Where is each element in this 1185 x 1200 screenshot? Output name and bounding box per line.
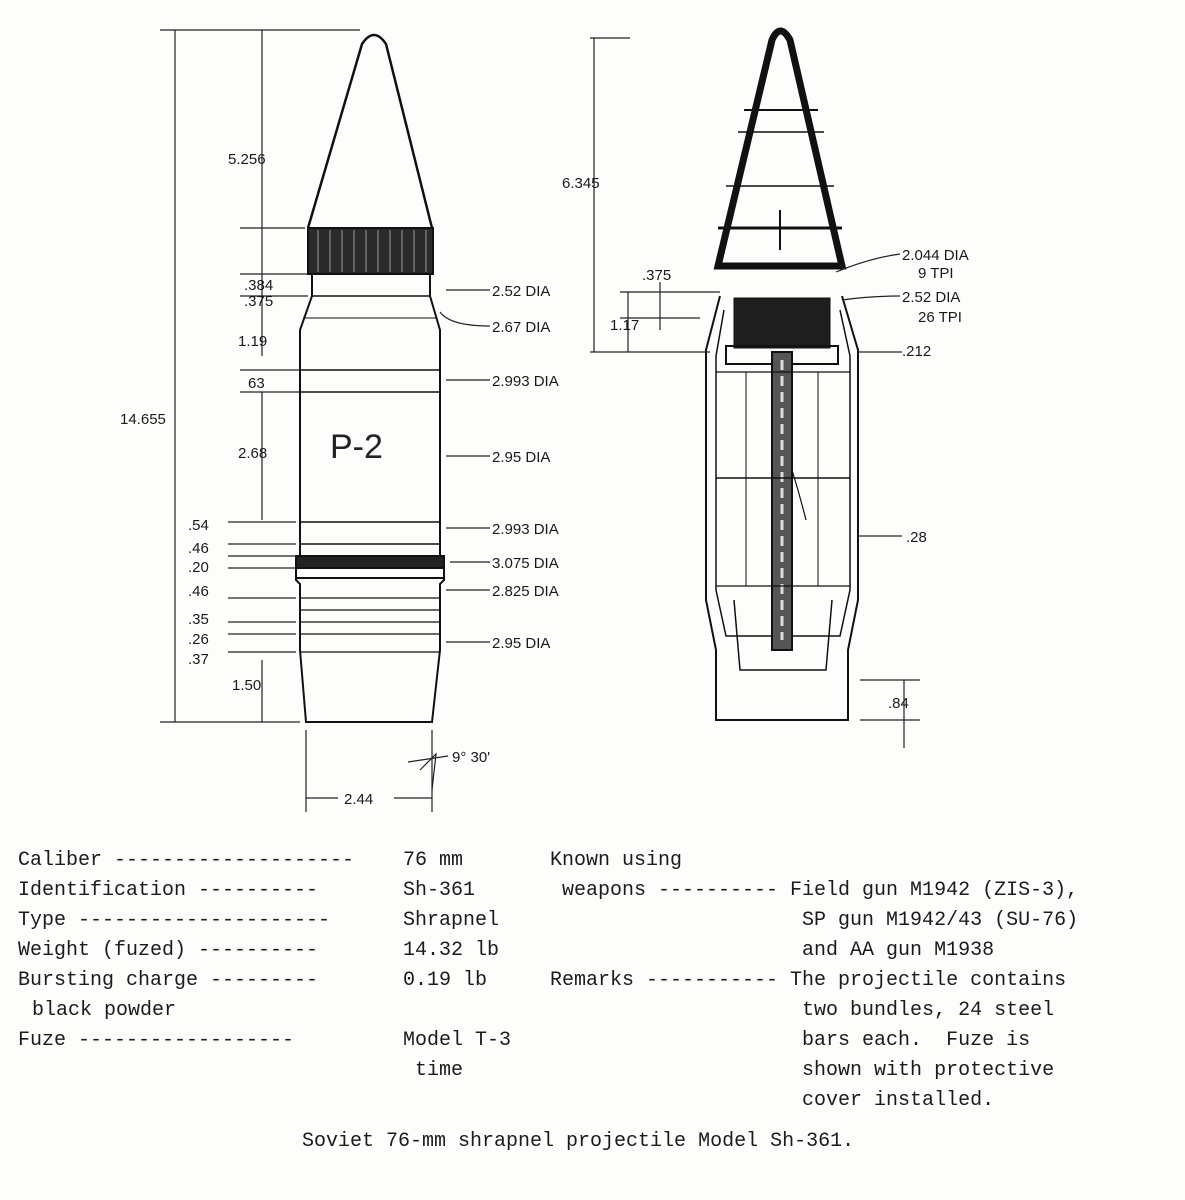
known-weapons-line-1: Known using — [550, 849, 683, 872]
fuze-thread-dia: 2.044 DIA — [902, 247, 969, 264]
remarks-line-4: shown with protective — [550, 1059, 1055, 1082]
spec-value-bursting-charge: 0.19 lb — [403, 969, 488, 992]
spec-value-caliber: 76 mm — [403, 849, 464, 872]
dia-label-2: 2.67 DIA — [492, 319, 551, 336]
spec-value-type: Shrapnel — [403, 909, 500, 932]
band-63-dim: 63 — [248, 375, 265, 392]
dia-label-4: 2.95 DIA — [492, 449, 551, 466]
ogive-length-dim: 5.256 — [228, 151, 266, 168]
dia-label-6: 3.075 DIA — [492, 555, 559, 572]
shoulder-dim: 1.19 — [238, 333, 268, 350]
known-weapons-line-4: and AA gun M1938 — [550, 939, 995, 962]
spec-value-fuze: Model T-3 — [403, 1029, 512, 1052]
spec-label-identification: Identification ---------- — [18, 879, 319, 902]
section-view — [706, 31, 858, 720]
spec-value-weight: 14.32 lb — [403, 939, 500, 962]
spec-label-black-powder: black powder — [32, 999, 177, 1022]
known-weapons-line-3: SP gun M1942/43 (SU-76) — [550, 909, 1079, 932]
dia-label-1: 2.52 DIA — [492, 283, 551, 300]
right-dimension-lines — [590, 38, 920, 748]
dim-375: .375 — [642, 267, 672, 284]
overall-length-dim: 14.655 — [120, 411, 166, 428]
fuze-band-b-dim: .375 — [244, 293, 274, 310]
body-thread-dia: 2.52 DIA — [902, 289, 961, 306]
dia-label-3: 2.993 DIA — [492, 373, 559, 390]
fuze-band-a-dim: .384 — [244, 277, 274, 294]
base-thickness-dim: .84 — [888, 695, 909, 712]
spec-label-fuze: Fuze ------------------ — [18, 1029, 295, 1052]
band-dim-7: .37 — [188, 651, 209, 668]
spec-value-fuze-time: time — [415, 1059, 464, 1082]
body-thread-tpi: 26 TPI — [918, 309, 962, 326]
spec-value-identification: Sh-361 — [403, 879, 476, 902]
remarks-line-5: cover installed. — [550, 1089, 995, 1112]
body-length-dim: 2.68 — [238, 445, 268, 462]
spec-label-type: Type --------------------- — [18, 909, 331, 932]
dim-117: 1.17 — [610, 317, 640, 334]
band-dim-2: .46 — [188, 540, 209, 557]
remarks-line-3: bars each. Fuze is — [550, 1029, 1031, 1052]
spec-label-caliber: Caliber -------------------- — [18, 849, 355, 872]
dia-label-8: 2.95 DIA — [492, 635, 551, 652]
fuze-thread-tpi: 9 TPI — [918, 265, 954, 282]
remarks-line-1: Remarks ----------- The projectile contains — [550, 969, 1067, 992]
diameter-labels — [492, 283, 559, 652]
spec-label-weight: Weight (fuzed) ---------- — [18, 939, 319, 962]
projectile-marking: P-2 — [330, 428, 383, 466]
band-dim-1: .54 — [188, 517, 209, 534]
dim-212: .212 — [902, 343, 932, 360]
band-dim-3: .20 — [188, 559, 209, 576]
spec-label-bursting-charge: Bursting charge --------- — [18, 969, 319, 992]
specifications-table — [18, 846, 1178, 1116]
band-dims — [188, 517, 209, 668]
dia-label-7: 2.825 DIA — [492, 583, 559, 600]
base-dia-dim: 2.44 — [344, 791, 374, 808]
dia-label-5: 2.993 DIA — [492, 521, 559, 538]
exterior-view — [296, 35, 444, 722]
known-weapons-line-2: weapons ---------- Field gun M1942 (ZIS-3), — [550, 879, 1079, 902]
remarks-line-2: two bundles, 24 steel — [550, 999, 1055, 1022]
figure-caption: Soviet 76-mm shrapnel projectile Model Sh-361. — [302, 1130, 855, 1153]
band-dim-6: .26 — [188, 631, 209, 648]
nose-length-dim: 6.345 — [562, 175, 600, 192]
tail-dim: 1.50 — [232, 677, 262, 694]
wall-dim: .28 — [906, 529, 927, 546]
band-dim-4: .46 — [188, 583, 209, 600]
band-dim-5: .35 — [188, 611, 209, 628]
boattail-angle-dim: 9° 30' — [452, 749, 491, 766]
